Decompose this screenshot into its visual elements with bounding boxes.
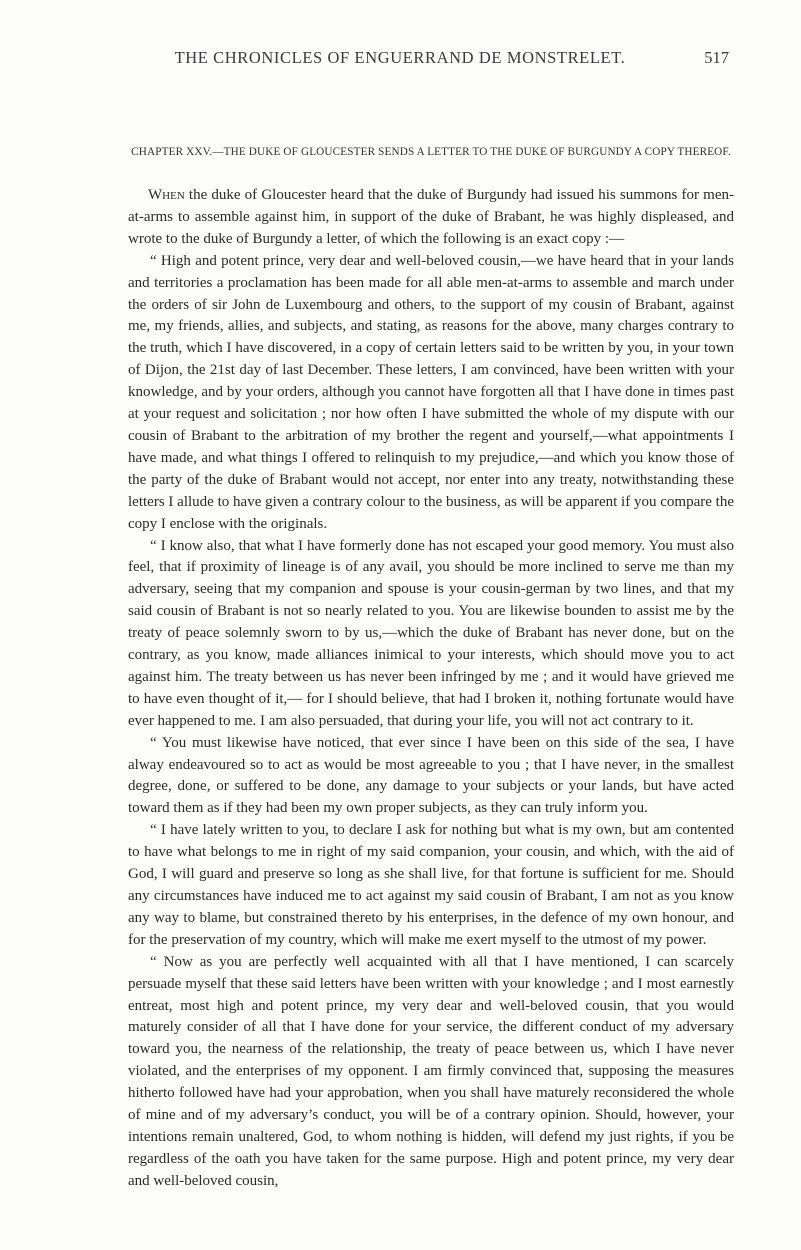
running-head: THE CHRONICLES OF ENGUERRAND DE MONSTRELET.: [174, 48, 626, 67]
paragraph-1: [128, 185, 734, 251]
paragraph-5: “ I have lately written to you, to declare I ask for nothing but what is my own, but am contented to have what belongs to me in right of my said companion, your cousin, and which, with the aid of God, I will guard and preserve so long as she shall live, for that fortune is sufficient for me. Should any circumstances have induced me to act against my said cousin of Brabant, I am not as you know any way to blame, but constrained thereto by his enterprises, in the defence of my own honour, and for the preservation of my country, which will make me exert myself to the utmost of my power.: [128, 822, 734, 948]
paragraph-6: “ Now as you are perfectly well acquainted with all that I have mentioned, I can scarcely persuade myself that these said letters have been written with your knowledge ; and I most earnestly entreat, most high and potent prince, my very dear and well-beloved cousin, that you would maturely consider of all that I have done for your service, the different conduct of my adversary toward you, the nearness of the relationship, the treaty of peace between us, which I have never violated, and the enterprises of my opponent. I am firmly convinced that, supposing the measures hitherto followed have had your approbation, when you shall have maturely reconsidered the whole of mine and of my adversary’s conduct, you will be of a contrary opinion. Should, however, your intentions remain unaltered, God, to whom nothing is hidden, will defend my just rights, if you be regardless of the oath you have taken for the same purpose. High and potent prince, my very dear and well-beloved cousin,: [128, 953, 734, 1189]
paragraph-1-text: the duke of Gloucester heard that the duke of Burgundy had issued his summons for men-at-arms to assemble against him, in support of the duke of Brabant, he was highly displeased, and wrote to the duke of Burgundy a letter, of which the following is an exact copy :—: [128, 187, 734, 247]
paragraph-2: “ High and potent prince, very dear and well-beloved cousin,—we have heard that in your lands and territories a proclamation has been made for all able men-at-arms to assemble and march under the orders of sir John de Luxembourg and others, to the support of my cousin of Brabant, against me, my friends, allies, and subjects, and stating, as reasons for the above, many charges contrary to the truth, which I have discovered, in a copy of certain letters said to be written by you, in your town of Dijon, the 21st day of last December. These letters, I am convinced, have been written with your knowledge, and by your orders, although you cannot have forgotten all that I have done in times past at your request and solicitation ; nor how often I have submitted the whole of my dispute with our cousin of Brabant to the arbitration of my brother the regent and yourself,—what appointments I have made, and what things I offered to relinquish to my prejudice,—and which you know those of the party of the duke of Brabant would not accept, nor enter into any treaty, notwithstanding these letters I allude to have given a contrary colour to the business, as will be apparent if you compare the copy I enclose with the originals.: [128, 252, 734, 532]
body-text: [128, 185, 734, 1193]
paragraph-1-lead-word: When: [148, 187, 185, 203]
paragraph-3: “ I know also, that what I have formerly done has not escaped your good memory. You must also feel, that if proximity of lineage is of any avail, you should be more inclined to serve me than my adversary, seeing that my companion and spouse is your cousin-german by two lines, and that my said cousin of Brabant is not so nearly related to you. You are likewise bounden to assist me by the treaty of peace solemnly sworn to by us,—which the duke of Brabant has never done, but on the contrary, as you know, made alliances inimical to your interests, which should move you to act against him. The treaty between us has never been infringed by me ; and it would have grieved me to have even thought of it,— for I should believe, that had I broken it, nothing fortunate would have ever happened to me. I am also persuaded, that during your life, you will not act contrary to it.: [128, 537, 734, 729]
page-number: 517: [704, 48, 729, 67]
paragraph-4: “ You must likewise have noticed, that ever since I have been on this side of the sea, I have alway endeavoured so to act as would be most agreeable to you ; that I have never, in the smallest degree, done, or suffered to be done, any damage to your subjects or your lands, but have acted toward them as if they had been my own proper subjects, as they can truly inform you.: [128, 734, 734, 817]
chapter-heading: CHAPTER XXV.—THE DUKE OF GLOUCESTER SENDS A LETTER TO THE DUKE OF BURGUNDY A COPY THEREOF.: [131, 146, 731, 158]
